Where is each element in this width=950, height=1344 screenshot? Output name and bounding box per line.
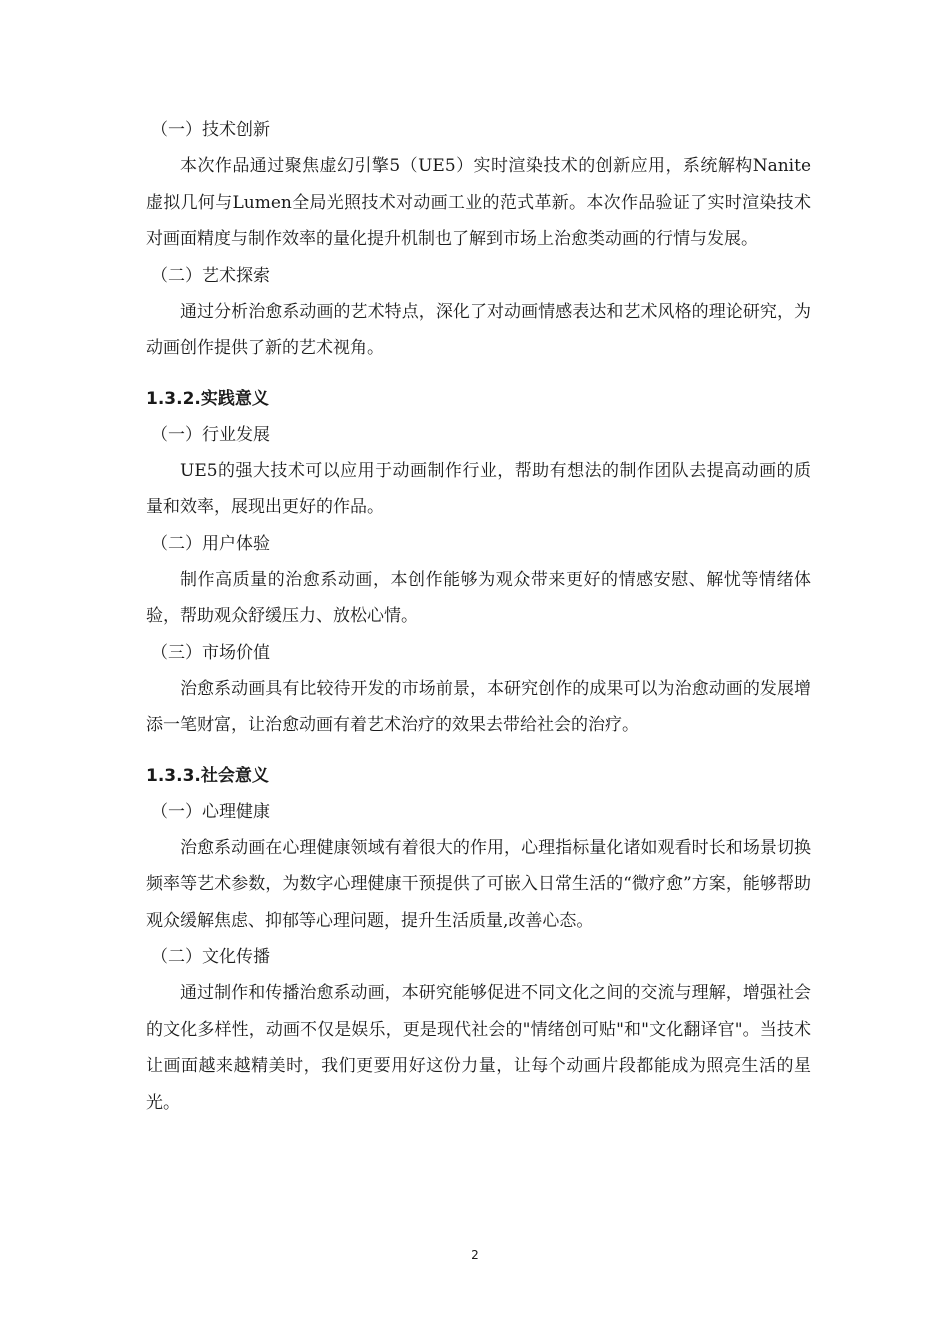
heading-practical-significance: 1.3.2.实践意义 (146, 388, 269, 409)
subsection-title-tech-innovation: （一）技术创新 (151, 120, 270, 140)
page-number: 2 (471, 1248, 479, 1262)
paragraph-mental-health: 治愈系动画在心理健康领域有着很大的作用，心理指标量化诸如观看时长和场景切换频率等艺术参数，为数字心理健康干预提供了可嵌入日常生活的“微疗愈”方案，能够帮助观众缓解焦虑、抑郁等心理问题，提升生活质量,改善心态。 (146, 837, 811, 931)
subsection-title-market-value: （三）市场价值 (151, 642, 270, 663)
paragraph-user-experience: 制作高质量的治愈系动画，本创作能够为观众带来更好的情感安慰、解忧等情绪体验，帮助观众舒缓压力、放松心情。 (146, 569, 811, 626)
page-body (146, 112, 811, 1121)
heading-social-significance: 1.3.3.社会意义 (146, 765, 269, 786)
paragraph-market-value: 治愈系动画具有比较待开发的市场前景，本研究创作的成果可以为治愈动画的发展增添一笔财富，让治愈动画有着艺术治疗的效果去带给社会的治疗。 (146, 678, 811, 735)
subsection-title-cultural-communication: （二）文化传播 (151, 947, 270, 967)
paragraph-industry-development: UE5的强大技术可以应用于动画制作行业，帮助有想法的制作团队去提高动画的质量和效率，展现出更好的作品。 (146, 460, 811, 517)
paragraph-art-exploration: 通过分析治愈系动画的艺术特点，深化了对动画情感表达和艺术风格的理论研究，为动画创作提供了新的艺术视角。 (146, 301, 811, 358)
subsection-title-mental-health: （一）心理健康 (151, 801, 270, 822)
paragraph-tech-innovation: 本次作品通过聚焦虚幻引擎5（UE5）实时渲染技术的创新应用，系统解构Nanite虚拟几何与Lumen全局光照技术对动画工业的范式革新。本次作品验证了实时渲染技术对画面精度与制作效率的量化提升机制也了解到市场上治愈类动画的行情与发展。 (146, 156, 811, 249)
subsection-title-art-exploration: （二）艺术探索 (151, 265, 270, 286)
subsection-title-user-experience: （二）用户体验 (151, 533, 270, 554)
paragraph-cultural-communication: 通过制作和传播治愈系动画，本研究能够促进不同文化之间的交流与理解，增强社会的文化多样性，动画不仅是娱乐，更是现代社会的"情绪创可贴"和"文化翻译官"。当技术让画面越来越精美时，我们更要用好这份力量，让每个动画片段都能成为照亮生活的星光。 (146, 983, 811, 1113)
subsection-title-industry-development: （一）行业发展 (151, 424, 270, 445)
